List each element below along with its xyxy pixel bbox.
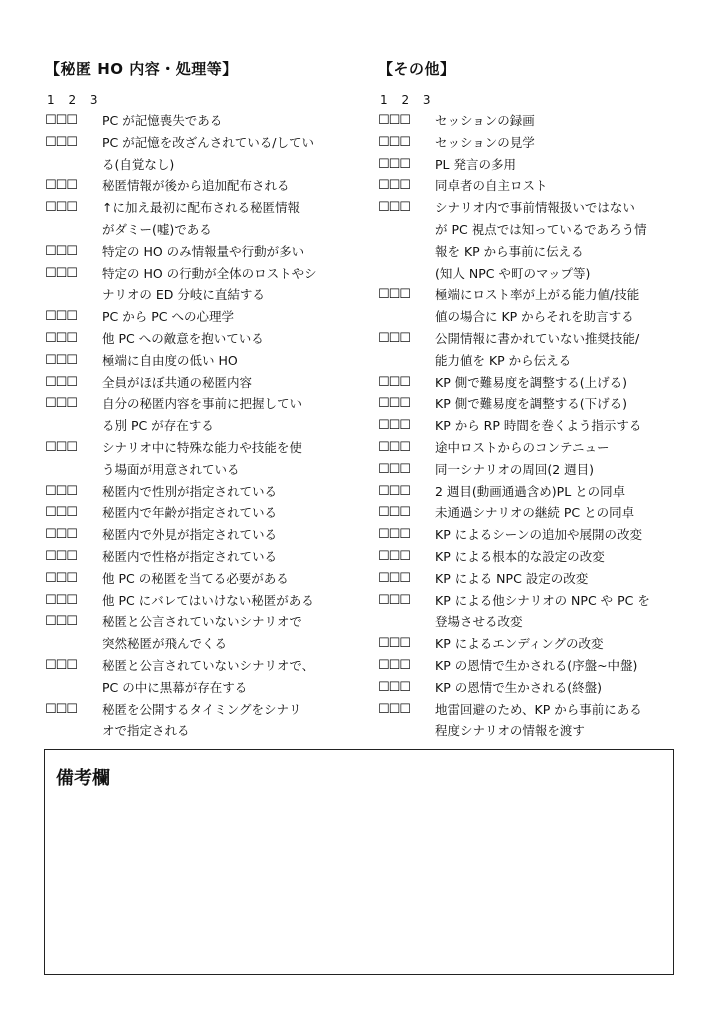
checkbox-group[interactable]: ☐☐☐ <box>45 439 77 455</box>
checkbox-group[interactable]: ☐☐☐ <box>45 243 77 259</box>
checklist-item <box>45 502 365 524</box>
item-text-line: がダミー(嘘)である <box>102 221 212 237</box>
item-text-line: 秘匿内で外見が指定されている <box>102 527 278 543</box>
item-text-line: 秘匿内で年齢が指定されている <box>102 505 278 521</box>
checklist-item-text <box>102 306 365 328</box>
item-text-line: 未通過シナリオの継続 PC との同卓 <box>435 505 635 521</box>
checklist-item <box>45 328 365 350</box>
item-text-line: KP による NPC 設定の改変 <box>435 570 589 586</box>
left-checklist <box>45 110 365 742</box>
checkbox-group[interactable]: ☐☐☐ <box>378 396 410 412</box>
memo-box <box>44 749 674 975</box>
checklist-item <box>378 699 683 743</box>
checklist-item-text <box>102 437 365 481</box>
checklist-item-text <box>435 284 683 328</box>
checklist-item <box>378 284 683 328</box>
checklist-item-text <box>102 197 365 241</box>
checklist-item-text <box>435 699 683 743</box>
checkbox-group[interactable]: ☐☐☐ <box>378 330 410 346</box>
checkbox-group[interactable]: ☐☐☐ <box>378 113 410 128</box>
item-text-line: 他 PC への敵意を抱いている <box>102 330 264 346</box>
right-section-title: 【その他】 <box>378 60 456 78</box>
checkbox-group[interactable]: ☐☐☐ <box>45 657 77 673</box>
item-text-line: 地雷回避のため、KP から事前にある <box>435 701 642 717</box>
checklist-item-text <box>435 655 683 677</box>
checklist-item-text <box>435 677 683 699</box>
checklist-item <box>378 481 683 503</box>
checkbox-group[interactable]: ☐☐☐ <box>378 439 410 455</box>
item-text-line: PL 発言の多用 <box>435 156 516 172</box>
item-text-line: 他 PC の秘匿を当てる必要がある <box>102 570 289 586</box>
checklist-item-text <box>435 372 683 394</box>
checklist-item-text <box>102 110 365 132</box>
checklist-item <box>45 481 365 503</box>
checklist-item <box>45 110 365 132</box>
checklist-item <box>378 633 683 655</box>
item-text-line: KP による他シナリオの NPC や PC を <box>435 592 650 608</box>
checkbox-group[interactable]: ☐☐☐ <box>378 418 410 434</box>
checkbox-group[interactable]: ☐☐☐ <box>45 178 77 194</box>
checkbox-group[interactable]: ☐☐☐ <box>45 592 77 608</box>
item-text-line: KP の恩情で生かされる(終盤) <box>435 679 602 695</box>
item-text-line: 登場させる改変 <box>435 614 523 630</box>
item-text-line: KP から RP 時間を巻くよう指示する <box>435 418 642 434</box>
item-text-line: PC の中に黒幕が存在する <box>102 679 248 695</box>
checklist-item <box>45 611 365 655</box>
checkbox-group[interactable]: ☐☐☐ <box>45 113 77 128</box>
checklist-item-text <box>435 132 683 154</box>
checklist-item-text <box>435 197 683 284</box>
checklist-item-text <box>102 699 365 743</box>
item-text-line: が PC 視点では知っているであろう情 <box>435 221 647 237</box>
checklist-item <box>378 175 683 197</box>
right-column-numbers: 1 2 3 <box>380 93 436 107</box>
checkbox-group[interactable]: ☐☐☐ <box>378 483 410 499</box>
checkbox-group[interactable]: ☐☐☐ <box>45 200 77 216</box>
checklist-item <box>45 306 365 328</box>
checkbox-group[interactable]: ☐☐☐ <box>378 178 410 194</box>
checklist-item <box>45 393 365 437</box>
item-text-line: KP の恩情で生かされる(序盤~中盤) <box>435 657 638 673</box>
item-text-line: 途中ロストからのコンテニュー <box>435 439 610 455</box>
checklist-item-text <box>102 611 365 655</box>
checkbox-group[interactable]: ☐☐☐ <box>45 330 77 346</box>
checkbox-group[interactable]: ☐☐☐ <box>45 505 77 521</box>
item-text-line: 程度シナリオの情報を渡す <box>435 723 585 739</box>
checklist-item <box>378 590 683 634</box>
checklist-item <box>45 132 365 176</box>
checklist-item-text <box>102 372 365 394</box>
checklist-item <box>378 546 683 568</box>
checkbox-group[interactable]: ☐☐☐ <box>378 548 410 564</box>
item-text-line: 他 PC にバレてはいけない秘匿がある <box>102 592 314 608</box>
checklist-item-text <box>435 590 683 634</box>
checklist-item-text <box>435 110 683 132</box>
checklist-item-text <box>102 568 365 590</box>
checklist-item-text <box>102 263 365 307</box>
checklist-item <box>378 437 683 459</box>
item-text-line: KP によるシーンの追加や展開の改変 <box>435 527 642 543</box>
item-text-line: 特定の HO のみ情報量や行動が多い <box>102 243 305 259</box>
checklist-item <box>45 699 365 743</box>
item-text-line: 報を KP から事前に伝える <box>435 243 584 259</box>
checkbox-group[interactable]: ☐☐☐ <box>378 461 410 477</box>
checklist-item-text <box>102 350 365 372</box>
item-text-line: 秘匿を公開するタイミングをシナリ <box>102 701 302 717</box>
checklist-item-text <box>435 481 683 503</box>
memo-title: 備考欄 <box>56 768 110 789</box>
item-text-line: KP 側で難易度を調整する(上げる) <box>435 374 627 390</box>
checklist-item-text <box>435 437 683 459</box>
item-text-line: 特定の HO の行動が全体のロストやシ <box>102 265 317 281</box>
item-text-line: る(自覚なし) <box>102 156 175 172</box>
checklist-item-text <box>102 132 365 176</box>
checklist-item-text <box>435 633 683 655</box>
checklist-item-text <box>435 546 683 568</box>
checklist-item <box>378 677 683 699</box>
checklist-item <box>378 197 683 284</box>
item-text-line: セッションの見学 <box>435 134 535 150</box>
checklist-item <box>45 175 365 197</box>
checkbox-group[interactable]: ☐☐☐ <box>45 570 77 586</box>
left-section <box>45 57 365 742</box>
checkbox-group[interactable]: ☐☐☐ <box>45 396 77 412</box>
item-text-line: シナリオ内で事前情報扱いではない <box>435 200 635 216</box>
checklist-item-text <box>435 154 683 176</box>
item-text-line: PC が記憶を改ざんされている/してい <box>102 134 314 150</box>
checklist-item <box>45 241 365 263</box>
checklist-item-text <box>102 546 365 568</box>
checklist-item-text <box>102 590 365 612</box>
checklist-item-text <box>435 328 683 372</box>
checkbox-group[interactable]: ☐☐☐ <box>45 134 77 150</box>
checklist-item-text <box>435 568 683 590</box>
checklist-item-text <box>102 241 365 263</box>
checklist-item <box>45 437 365 481</box>
checklist-item <box>378 372 683 394</box>
item-text-line: 秘匿情報が後から追加配布される <box>102 178 290 194</box>
checklist-item <box>378 328 683 372</box>
checkbox-group[interactable]: ☐☐☐ <box>378 679 410 695</box>
checkbox-group[interactable]: ☐☐☐ <box>378 570 410 586</box>
checklist-item <box>378 524 683 546</box>
item-text-line: 極端に自由度の低い HO <box>102 352 238 368</box>
checklist-item <box>378 655 683 677</box>
item-text-line: 値の場合に KP からそれを助言する <box>435 309 634 325</box>
checkbox-group[interactable]: ☐☐☐ <box>45 701 77 717</box>
checklist-item <box>378 459 683 481</box>
item-text-line: PC が記憶喪失である <box>102 113 223 128</box>
checkbox-group[interactable]: ☐☐☐ <box>45 483 77 499</box>
checkbox-group[interactable]: ☐☐☐ <box>378 134 410 150</box>
item-text-line: (知人 NPC や町のマップ等) <box>435 265 591 281</box>
item-text-line: オで指定される <box>102 723 190 739</box>
checklist-item <box>45 568 365 590</box>
checkbox-group[interactable]: ☐☐☐ <box>45 309 77 325</box>
item-text-line: 公開情報に書かれていない推奨技能/ <box>435 330 640 346</box>
checkbox-group[interactable]: ☐☐☐ <box>378 287 410 303</box>
checklist-item-text <box>435 393 683 415</box>
checklist-item <box>378 110 683 132</box>
item-text-line: 秘匿内で性格が指定されている <box>102 548 278 564</box>
item-text-line: 2 週目(動画通過含め)PL との同卓 <box>435 483 626 499</box>
checkbox-group[interactable]: ☐☐☐ <box>378 374 410 390</box>
checklist-item <box>45 546 365 568</box>
checkbox-group[interactable]: ☐☐☐ <box>378 200 410 216</box>
checklist-item-text <box>102 524 365 546</box>
item-text-line: 秘匿内で性別が指定されている <box>102 483 278 499</box>
checkbox-group[interactable]: ☐☐☐ <box>378 657 410 673</box>
item-text-line: ナリオの ED 分岐に直結する <box>102 287 265 303</box>
checklist-item <box>378 393 683 415</box>
checkbox-group[interactable]: ☐☐☐ <box>45 527 77 543</box>
checkbox-group[interactable]: ☐☐☐ <box>378 636 410 652</box>
item-text-line: 能力値を KP から伝える <box>435 352 572 368</box>
item-text-line: 全員がほぼ共通の秘匿内容 <box>102 374 253 390</box>
left-column-numbers: 1 2 3 <box>47 93 103 107</box>
item-text-line: 同一シナリオの周回(2 週目) <box>435 461 595 477</box>
checklist-item <box>45 372 365 394</box>
checklist-item <box>45 263 365 307</box>
checklist-item-text <box>435 502 683 524</box>
checklist-item-text <box>102 393 365 437</box>
item-text-line: 突然秘匿が飛んでくる <box>102 636 228 652</box>
item-text-line: シナリオ中に特殊な能力や技能を使 <box>102 439 302 455</box>
checklist-item <box>45 350 365 372</box>
item-text-line: KP 側で難易度を調整する(下げる) <box>435 396 627 412</box>
item-text-line: う場面が用意されている <box>102 461 240 477</box>
right-checklist <box>378 110 683 742</box>
checklist-item <box>45 590 365 612</box>
item-text-line: 極端にロスト率が上がる能力値/技能 <box>435 287 640 303</box>
checklist-item-text <box>102 655 365 699</box>
checkbox-group[interactable]: ☐☐☐ <box>378 156 410 172</box>
checklist-item <box>378 415 683 437</box>
right-section <box>378 57 683 742</box>
item-text-line: る別 PC が存在する <box>102 418 214 434</box>
checkbox-group[interactable]: ☐☐☐ <box>378 701 410 717</box>
checklist-item-text <box>102 175 365 197</box>
checklist-item <box>378 132 683 154</box>
checklist-item <box>45 197 365 241</box>
checkbox-group[interactable]: ☐☐☐ <box>45 265 77 281</box>
checklist-item <box>45 655 365 699</box>
checkbox-group[interactable]: ☐☐☐ <box>45 352 77 368</box>
checklist-item-text <box>435 524 683 546</box>
checklist-item-text <box>435 415 683 437</box>
checklist-item <box>45 524 365 546</box>
checkbox-group[interactable]: ☐☐☐ <box>378 527 410 543</box>
item-text-line: セッションの録画 <box>435 113 535 128</box>
checkbox-group[interactable]: ☐☐☐ <box>378 505 410 521</box>
checklist-item <box>378 568 683 590</box>
item-text-line: 秘匿と公言されていないシナリオで、 <box>102 657 315 673</box>
checklist-item-text <box>435 175 683 197</box>
checklist-item-text <box>435 459 683 481</box>
checklist-item-text <box>102 502 365 524</box>
checklist-item-text <box>102 328 365 350</box>
checkbox-group[interactable]: ☐☐☐ <box>45 614 77 630</box>
item-text-line: 自分の秘匿内容を事前に把握してい <box>102 396 303 412</box>
checklist-item <box>378 502 683 524</box>
item-text-line: 同卓者の自主ロスト <box>435 178 548 194</box>
checkbox-group[interactable]: ☐☐☐ <box>45 374 77 390</box>
checklist-item-text <box>102 481 365 503</box>
item-text-line: KP によるエンディングの改変 <box>435 636 604 652</box>
item-text-line: PC から PC への心理学 <box>102 309 234 325</box>
checkbox-group[interactable]: ☐☐☐ <box>45 548 77 564</box>
checklist-item <box>378 154 683 176</box>
checkbox-group[interactable]: ☐☐☐ <box>378 592 410 608</box>
item-text-line: ↑に加え最初に配布される秘匿情報 <box>102 200 300 216</box>
item-text-line: KP による根本的な設定の改変 <box>435 548 605 564</box>
left-section-title: 【秘匿 HO 内容・処理等】 <box>45 60 238 78</box>
item-text-line: 秘匿と公言されていないシナリオで <box>102 614 302 630</box>
